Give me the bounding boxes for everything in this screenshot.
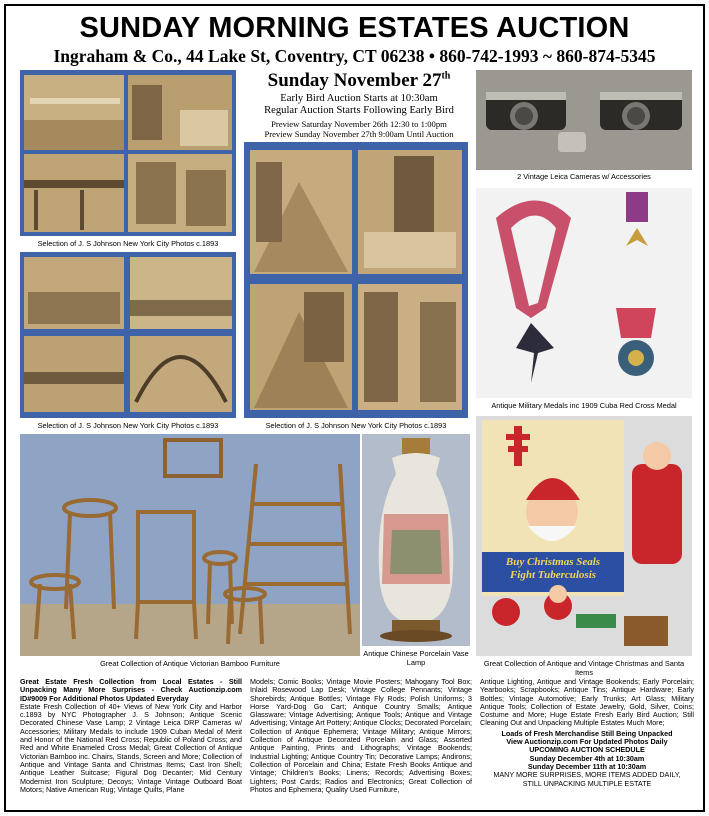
photo-bamboo-furniture [20, 434, 360, 656]
caption-medals: Antique Military Medals inc 1909 Cuba Red Cross Medal [491, 401, 677, 410]
auction-flyer [4, 4, 705, 812]
photo-nyc-set-2 [20, 252, 236, 418]
caption-nyc-photos-1: Selection of J. S Johnson New York City Photos c.1893 [37, 239, 219, 248]
caption-christmas: Great Collection of Antique and Vintage Christmas and Santa Items [483, 659, 685, 677]
upcoming-dec-11: Sunday December 11th at 10:30am [527, 761, 647, 771]
photo-christmas-items [476, 416, 692, 656]
description-lead: Great Estate Fresh Collection from Local Estates - Still Unpacking Many More Surprises - Check Auctionzip.com ID#9009 For Additional Photos Updated Everyday [20, 678, 242, 703]
description-text-2: Models; Comic Books; Vintage Movie Posters; Mahogany Tool Box; Inlaid Rosewood Lap Desk; Vintage College Pennants; Vintage Shorebirds; Antique Bottles; Vintage Fly Rods; Polish Uniforms; 3 Horse Yard-Dog Go Cart; Antique Country Smalls; Antique Glassware; Vintage Advertising; Antique Tools; Antique and Vintage Advertising; Vintage Art Pottery; Antique Clocks; Decorated Porcelain; Collection of Antique Ephemera; Vintage Military; Antique Mirrors; Collection of Antique Decorated Porcelain and Glass; Assorted Antique Painting, Prints and Lithographs; Vintage Bookends; Industrial Lighting; Antique Country Tin; Decorative Lamps; Andirons; Collection of Porcelain and China; Estate Fresh Books Antique and Vintage; Children's Books; Linens; Records; Advertising Boxes; Lighters; Post Cards; Radios and Electronics; Great Collection of Photos and Ephemera; Quality Used Furniture, [250, 678, 472, 794]
caption-nyc-photos-2: Selection of J. S Johnson New York City Photos c.1893 [37, 421, 219, 430]
photo-military-medals [476, 188, 692, 398]
photo-nyc-set-3 [244, 142, 468, 418]
auction-date: Sunday November 27th [267, 70, 451, 91]
still-unpacking-line: STILL UNPACKING MULTIPLE ESTATE [522, 778, 652, 788]
early-bird-time: Early Bird Auction Starts at 10:30am [280, 93, 438, 104]
description-column-2 [250, 678, 472, 812]
more-surprises-line: MANY MORE SURPRISES, MORE ITEMS ADDED DAILY, [493, 770, 681, 780]
regular-time: Regular Auction Starts Following Early Bird [264, 105, 454, 116]
view-line: View Auctionzip.com For Updated Photos Daily [506, 737, 668, 747]
caption-vase: Antique Chinese Porcelain Vase Lamp [363, 649, 469, 667]
photo-leica-cameras [476, 70, 692, 170]
preview-sunday: Preview Sunday November 27th 9:00am Until Auction [264, 129, 454, 139]
christmas-poster-text: Buy Christmas Seals Fight Tuberculosis [505, 556, 601, 581]
description-column-1 [20, 678, 242, 812]
upcoming-heading: UPCOMING AUCTION SCHEDULE [529, 745, 645, 755]
description-text-1: Estate Fresh Collection of 40+ Views of New York City and Harbor c.1893 by NYC Photographer J. S Johnson; Antique Scenic Decorated Chinese Vase Lamp; 2 Vintage Leica DRP Cameras w/ Accessories; Military Medals to include 1909 Cuban Medal of Merit and Honor of the National Red Cross; Republic of Poland Cross; and Red and White Enameled Cross Medal; Great Collection of Antique Victorian Bamboo inc. Chairs, Stands, Screen and More; Collection of Antique and Vintage Santa and Christmas Items; Cast Iron Shell; Antique Leather Suitcase; Figural Dog Decanter; Mid Century Modernist Iron Sculpture; Decoys; Vintage Vintage Outboard Boat Motors; Native American Rug; Vintage Quilts, Plane [20, 701, 242, 794]
description-text-3: Antique Lighting, Antique and Vintage Bookends; Early Porcelain; Yearbooks; Scrapbooks; Antique Tins; Antique Hardware; Early Bottles; Vintage Automotive; Early Trunks; Art Glass; Military Antique Tools; Collection of Estate Jewelry, Gold, Silver, Coins; Costume and More; Huge Estate Fresh Early Bird Auction; Still Cleaning Out and Unpacking Multiple Estates Much More; [480, 678, 694, 728]
caption-bamboo: Great Collection of Antique Victorian Bamboo Furniture [100, 659, 280, 668]
flyer-title: SUNDAY MORNING ESTATES AUCTION [79, 12, 630, 44]
photo-chinese-vase-lamp [362, 434, 470, 646]
caption-nyc-photos-3: Selection of J. S Johnson New York City Photos c.1893 [265, 421, 447, 430]
preview-saturday: Preview Saturday November 26th 12:30 to 1:00pm [271, 119, 447, 129]
caption-leica: 2 Vintage Leica Cameras w/ Accessories [517, 172, 651, 181]
description-column-3 [480, 678, 694, 812]
flyer-address: Ingraham & Co., 44 Lake St, Coventry, CT 06238 • 860-742-1993 ~ 860-874-5345 [53, 46, 656, 66]
loads-line: Loads of Fresh Merchandise Still Being Unpacked [501, 728, 673, 738]
photo-nyc-set-1 [20, 70, 236, 236]
upcoming-dec-4: Sunday December 4th at 10:30am [529, 753, 645, 763]
